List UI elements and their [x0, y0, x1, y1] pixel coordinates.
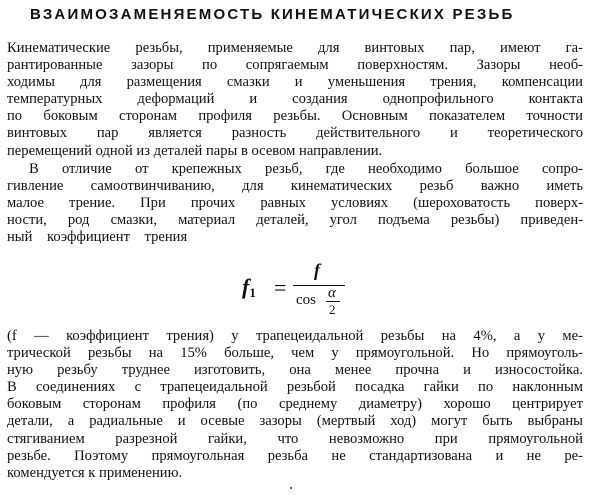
- paragraph-3: [7, 328, 583, 482]
- text-line: гивление самоотвинчиванию, для кинематических резьб важно иметь: [7, 178, 583, 195]
- text-line: В отличие от крепежных резьб, где необходимо большое сопро-: [29, 161, 583, 177]
- text-line: перемещений одной из деталей пары в осевом направлении.: [7, 142, 383, 159]
- text-line: В соединениях с трапецеидальной резьбой посадка гайки по наклонным: [7, 379, 583, 396]
- stray-dot: [290, 487, 292, 489]
- formula-subscript: 1: [249, 285, 256, 300]
- text-line: ную резьбу труднее изготовить, она менее прочна и износостойка.: [7, 362, 583, 379]
- text-line: Кинематические резьбы, применяемые для винтовых пар, имеют га-: [7, 40, 583, 56]
- text-line: рантированные зазоры по сопрягаемым поверхностям. Зазоры необ-: [7, 57, 583, 74]
- text-line: детали, а радиальные и осевые зазоры (мертвый ход) могут быть выбраны: [7, 413, 583, 430]
- text-line: ходимы для размещения смазки и уменьшения трения, компенсации: [7, 74, 583, 91]
- formula-numerator: f: [314, 260, 320, 280]
- paragraph-1: [7, 40, 583, 160]
- text-line: винтовых пар является разность действительного и теоретического: [7, 125, 583, 142]
- text-line: по боковым сторонам профиля резьбы. Основным показателем точности: [7, 108, 583, 125]
- formula-alpha: α: [328, 285, 336, 301]
- text-line: боковым сторонам профиля (по среднему диаметру) хорошо центрирует: [7, 396, 583, 413]
- text-line: ный коэффициент трения: [7, 229, 188, 246]
- formula-cos: cos: [296, 292, 316, 308]
- text-line: трической резьбы на 15% больше, чем у прямоугольной. Но прямоуголь-: [7, 345, 583, 362]
- paragraph-2: [7, 161, 583, 246]
- text-line: резьбе. Поэтому прямоугольная резьба не стандартизована и не ре-: [7, 447, 583, 464]
- text-line: (f — коэффициент трения) у трапецеидальной резьбы на 4%, а у ме-: [7, 328, 583, 344]
- text-line: стягиванием разрезной гайки, что невозможно при прямоугольной: [7, 430, 583, 447]
- text-line: температурных деформаций и создания однопрофильного контакта: [7, 91, 583, 108]
- friction-formula: [238, 258, 358, 318]
- section-title: ВЗАИМОЗАМЕНЯЕМОСТЬ КИНЕМАТИЧЕСКИХ РЕЗЬБ: [30, 6, 515, 23]
- formula-lhs: f1: [242, 274, 256, 300]
- formula-equals: =: [274, 275, 287, 300]
- fraction-bar: [293, 285, 345, 286]
- text-line: ности, род смазки, материал деталей, угол подъема резьбы) приведен-: [7, 212, 583, 229]
- formula-two: 2: [329, 302, 336, 317]
- text-line: комендуется к применению.: [7, 464, 183, 481]
- text-line: малое трение. При прочих равных условиях (шероховатость поверх-: [7, 195, 583, 212]
